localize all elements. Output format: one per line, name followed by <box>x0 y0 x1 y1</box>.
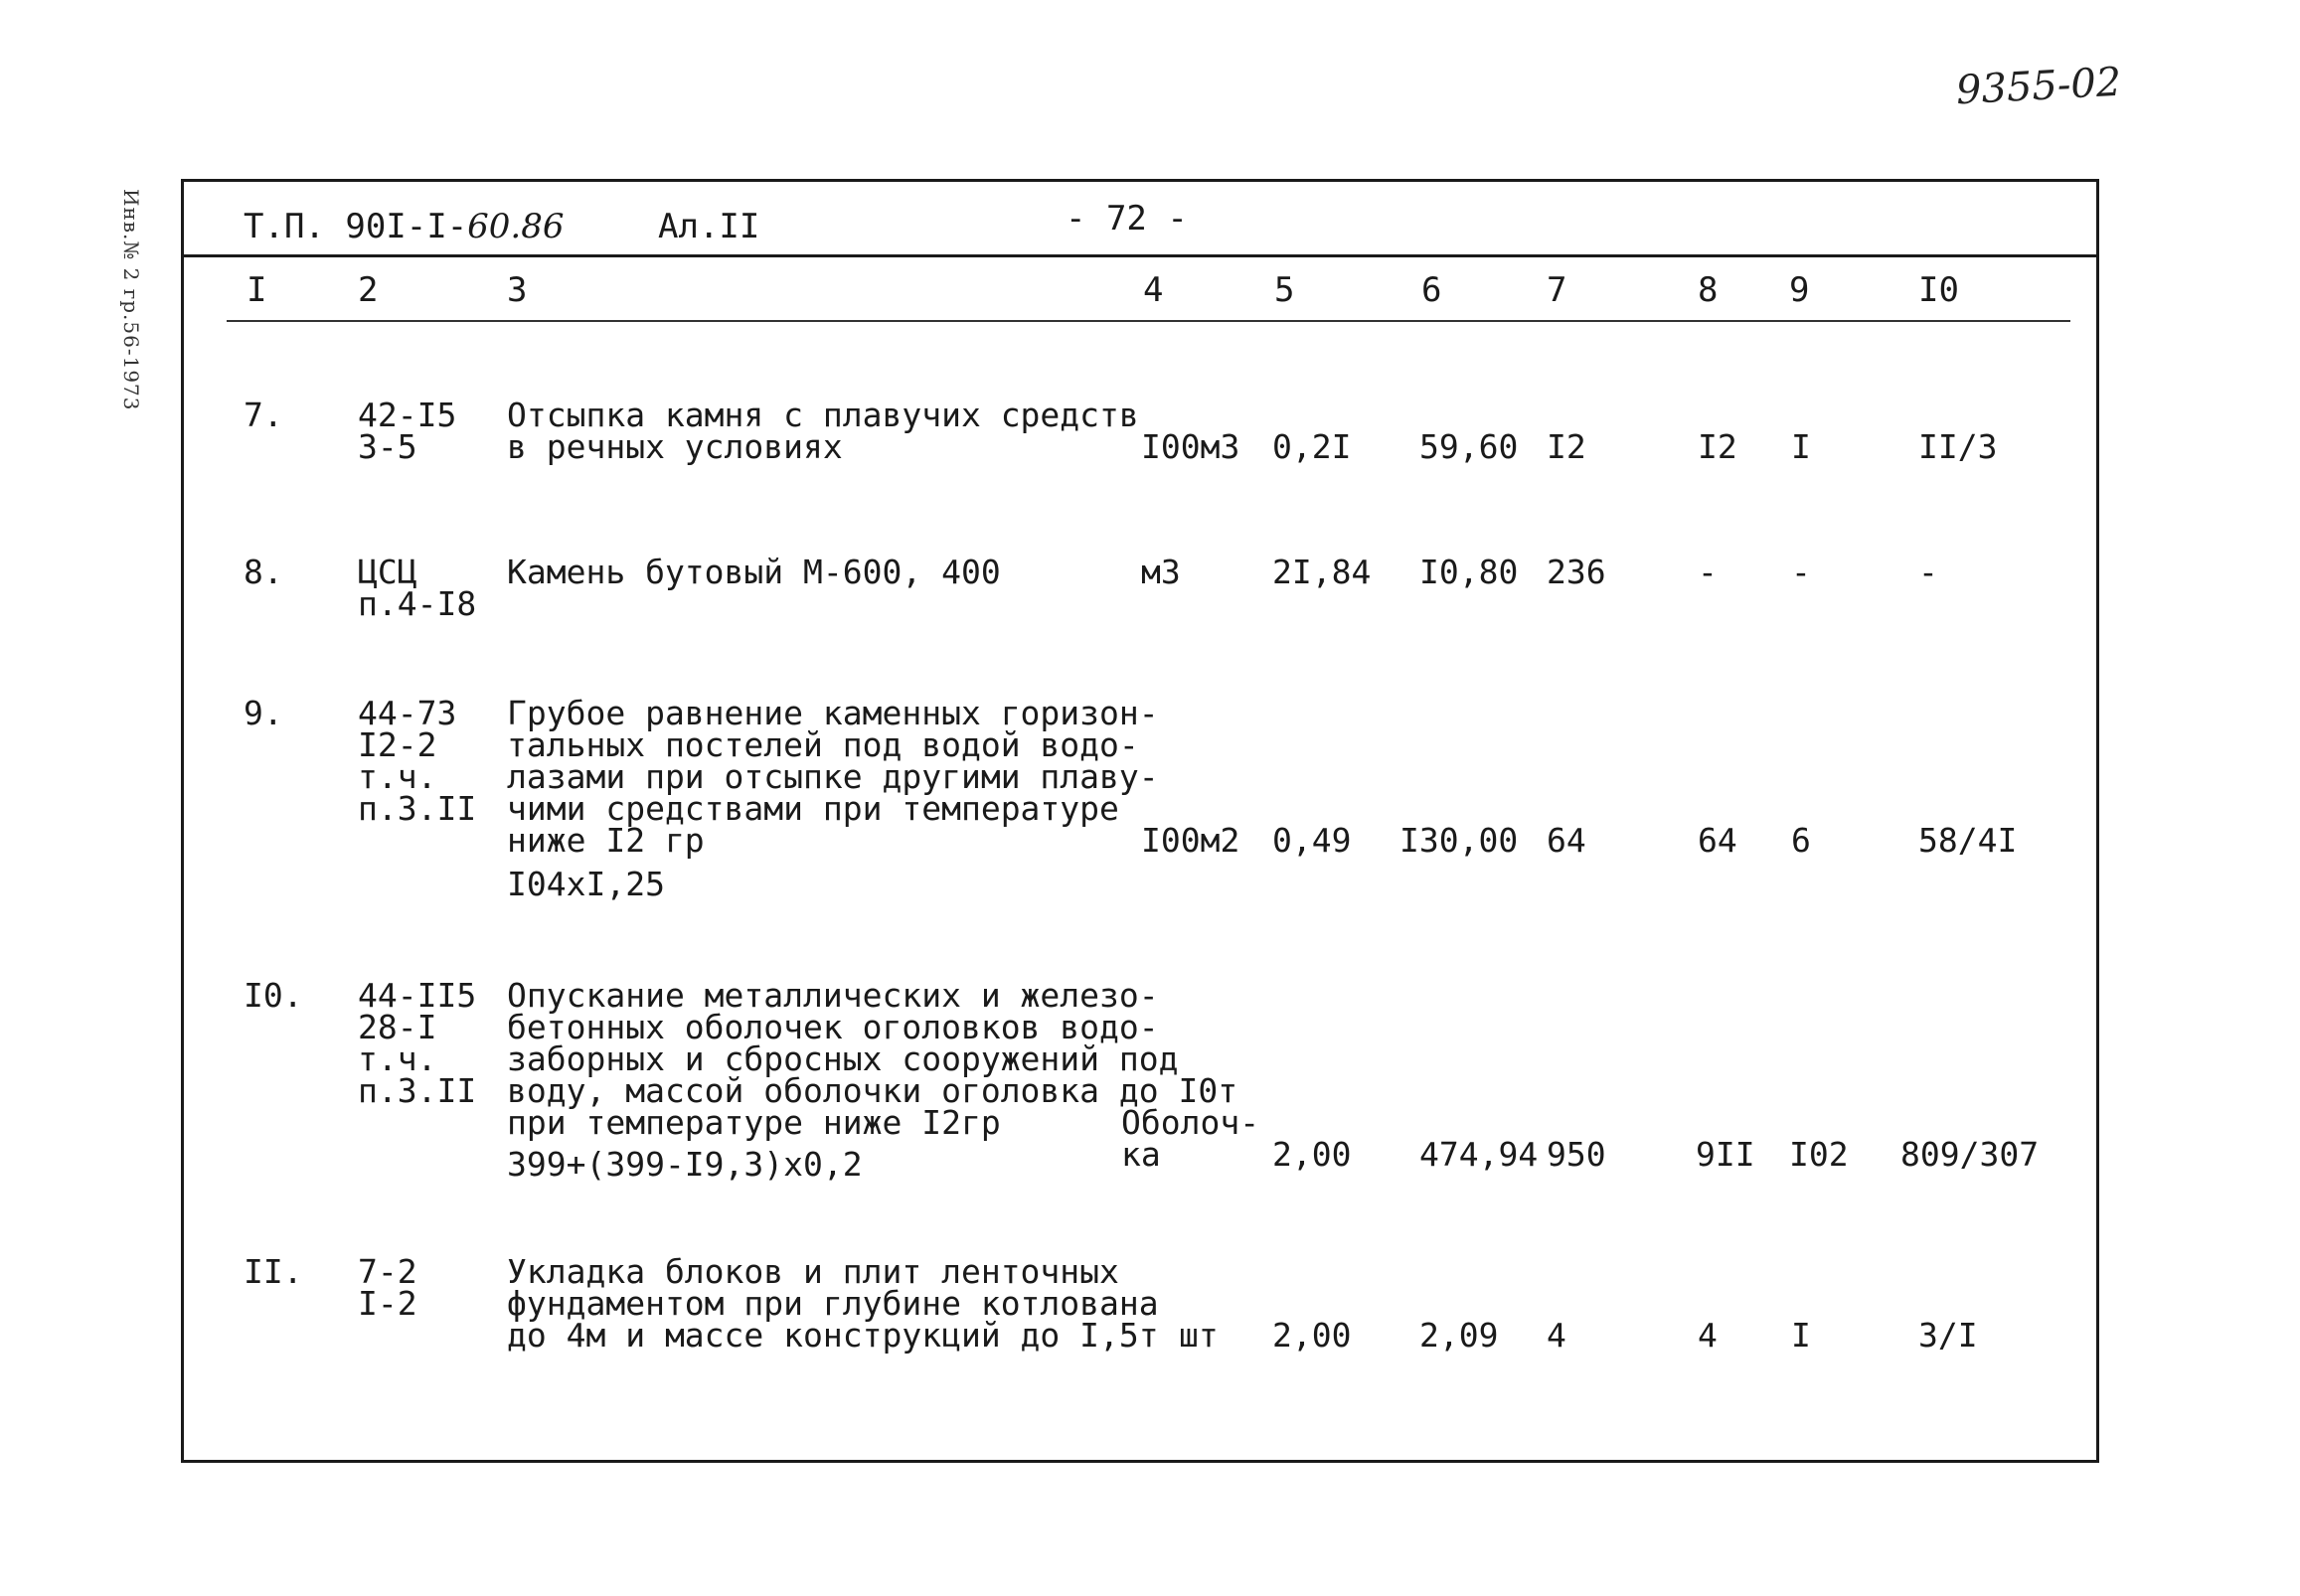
quantity: 0,49 <box>1272 821 1352 860</box>
work-description: Укладка блоков и плит ленточных фундаментом при глубине котлована до 4м и массе конструкций до I,5т <box>507 1252 1159 1355</box>
work-description: Опускание металлических и железо- бетонных оболочек оголовков водо- заборных и сбросных сооружений под воду, массой оболочки оголовка до I0т при температуре ниже I2гр <box>507 976 1238 1142</box>
column-10-value: 809/307 <box>1900 1135 2040 1174</box>
unit-price: I0,80 <box>1419 553 1519 591</box>
project-code-handwritten: 60.86 <box>467 207 565 246</box>
column-9-value: I <box>1791 427 1811 466</box>
work-description: Грубое равнение каменных горизон- тальных постелей под водой водо- лазами при отсыпке другими плаву- чими средствами при температуре ниже I2 гр <box>507 694 1159 860</box>
unit-price: I30,00 <box>1399 821 1519 860</box>
quantity: 2,00 <box>1272 1135 1352 1174</box>
quantity: 0,2I <box>1272 427 1352 466</box>
column-7-value: 64 <box>1547 821 1586 860</box>
inventory-stamp: Инв.№ 2 гр.56-1973 <box>119 189 143 411</box>
column-10-value: II/3 <box>1918 427 1998 466</box>
column-header-4: 4 <box>1143 270 1164 310</box>
unit: шт <box>1179 1316 1219 1355</box>
row-number: 8. <box>244 553 283 591</box>
column-header-7: 7 <box>1547 270 1567 310</box>
row-number: 9. <box>244 694 283 732</box>
unit-price: 2,09 <box>1419 1316 1499 1355</box>
unit: I00м2 <box>1141 821 1240 860</box>
column-header-underline <box>227 320 2070 322</box>
column-7-value: 236 <box>1547 553 1606 591</box>
column-header-10: I0 <box>1918 270 1959 310</box>
column-header-5: 5 <box>1274 270 1295 310</box>
column-9-value: 6 <box>1791 821 1811 860</box>
column-header-3: 3 <box>507 270 528 310</box>
column-9-value: - <box>1791 553 1811 591</box>
unit: м3 <box>1141 553 1181 591</box>
unit: I00м3 <box>1141 427 1240 466</box>
project-code-prefix: Т.П. 90I-I- <box>244 207 468 246</box>
column-8-value: 64 <box>1698 821 1737 860</box>
document-number: 9355-02 <box>1954 59 2123 114</box>
column-header-9: 9 <box>1789 270 1810 310</box>
unit-price: 474,94 <box>1419 1135 1539 1174</box>
unit: Оболоч- ка <box>1121 1103 1260 1174</box>
column-9-value: I <box>1791 1316 1811 1355</box>
column-8-value: - <box>1698 553 1718 591</box>
column-10-value: 58/4I <box>1918 821 2018 860</box>
norm-code: 7-2 I-2 <box>358 1252 417 1323</box>
column-8-value: I2 <box>1698 427 1737 466</box>
norm-code: 44-73 I2-2 т.ч. п.3.II <box>358 694 477 828</box>
column-8-value: 9II <box>1696 1135 1755 1174</box>
row-number: II. <box>244 1252 303 1291</box>
column-10-value: - <box>1918 553 1938 591</box>
column-header-8: 8 <box>1698 270 1719 310</box>
row-number: I0. <box>244 976 303 1015</box>
column-7-value: 950 <box>1547 1135 1606 1174</box>
column-7-value: I2 <box>1547 427 1586 466</box>
column-8-value: 4 <box>1698 1316 1718 1355</box>
column-header-2: 2 <box>358 270 379 310</box>
norm-code: 42-I5 3-5 <box>358 396 457 466</box>
row-number: 7. <box>244 396 283 434</box>
work-description: Камень бутовый М-600, 400 <box>507 553 1001 591</box>
norm-code: ЦСЦ п.4-I8 <box>358 553 477 623</box>
page-number: - 72 - <box>1066 199 1188 239</box>
norm-code: 44-II5 28-I т.ч. п.3.II <box>358 976 477 1110</box>
calculation-formula: I04xI,25 <box>507 865 665 903</box>
column-9-value: I02 <box>1789 1135 1849 1174</box>
column-7-value: 4 <box>1547 1316 1566 1355</box>
column-10-value: 3/I <box>1918 1316 1978 1355</box>
quantity: 2I,84 <box>1272 553 1372 591</box>
quantity: 2,00 <box>1272 1316 1352 1355</box>
work-description: Отсыпка камня с плавучих средств в речных условиях <box>507 396 1139 466</box>
project-code <box>244 207 565 246</box>
header-divider <box>184 254 2096 257</box>
calculation-formula: 399+(399-I9,3)x0,2 <box>507 1145 863 1184</box>
unit-price: 59,60 <box>1419 427 1519 466</box>
column-header-1: I <box>246 270 267 310</box>
column-header-6: 6 <box>1421 270 1442 310</box>
album-label: Ал.II <box>658 207 760 246</box>
